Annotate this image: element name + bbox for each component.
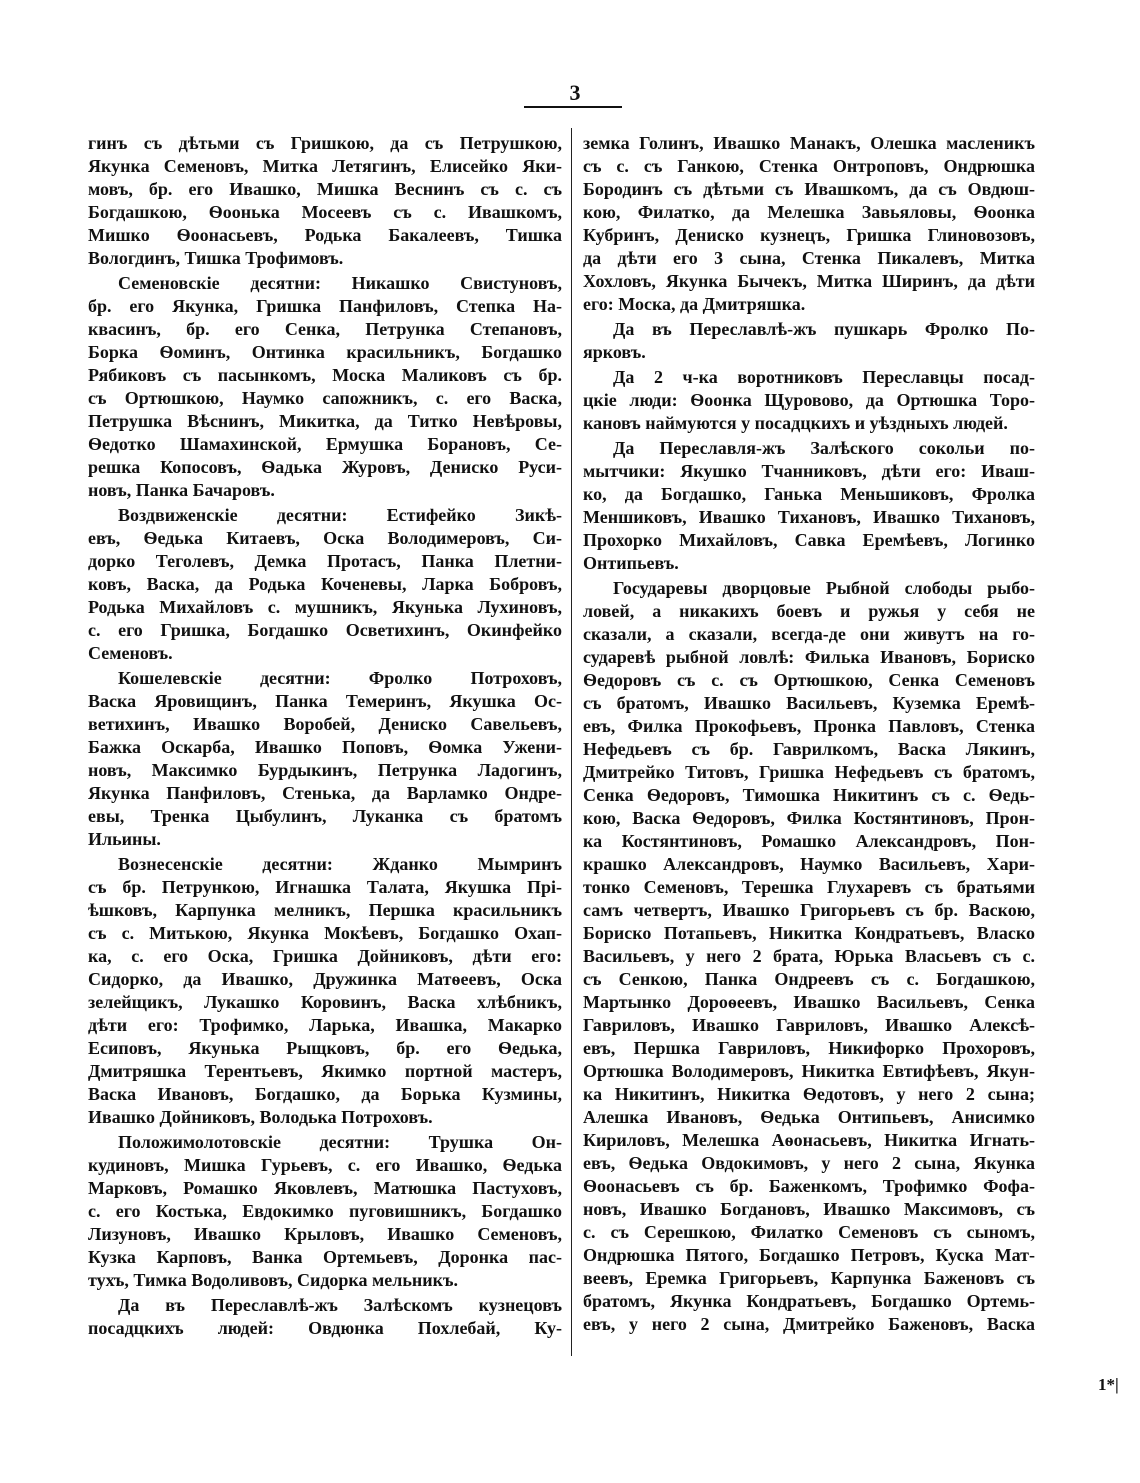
text-line: крашко Александровъ, Наумко Васильевъ, Хари-: [583, 854, 1035, 874]
text-line: с. съ Серешкою, Филатко Семеновъ съ сыномъ,: [583, 1222, 1035, 1242]
paragraph: [88, 1131, 562, 1292]
text-line: ѣшковъ, Карпунка мелникъ, Першка красильникъ: [88, 900, 562, 920]
paragraph: [88, 1294, 562, 1340]
text-line: Рябиковъ съ пасынкомъ, Моска Маликовъ съ бр.: [88, 365, 562, 385]
text-line: Якунка Семеновъ, Митка Летягинъ, Елисейко Яки-: [88, 156, 562, 176]
text-line: Хохловъ, Якунка Бычекъ, Митка Ширинъ, да дѣти: [583, 271, 1035, 291]
text-line: тухъ, Тимка Водоливовъ, Сидорка мельникъ.: [88, 1270, 459, 1290]
text-line: ветихинъ, Ивашко Воробей, Дениско Савельевъ,: [88, 714, 562, 734]
text-line: братомъ, Якунка Кондратьевъ, Богдашко Ортемь-: [583, 1291, 1035, 1311]
text-line: Мишко Ѳоонасьевъ, Родька Бакалеевъ, Тишка: [88, 225, 562, 245]
paragraph: [583, 318, 1035, 364]
text-line: евъ, Филка Прокофьевъ, Пронка Павловъ, Стенка: [583, 716, 1035, 736]
text-line: Да въ Переславлѣ-жъ пушкарь Фролко По-: [613, 319, 1035, 339]
text-line: Дмитряшка Терентьевъ, Якимко портной мастеръ,: [88, 1061, 562, 1081]
text-line: мовъ, бр. его Ивашко, Мишка Веснинъ съ с. съ: [88, 179, 562, 199]
text-line: евъ, у него 2 сына, Дмитрейко Баженовъ, Васка: [583, 1314, 1035, 1334]
column-divider: [571, 128, 572, 1356]
page-number: 3: [569, 80, 581, 105]
text-line: с. его Гришка, Богдашко Осветихинъ, Окинфейко: [88, 620, 562, 640]
text-line: кудиновъ, Мишка Гурьевъ, с. его Ивашко, Ѳедька: [88, 1155, 562, 1175]
text-line: Дмитрейко Титовъ, Гришка Нефедьевъ съ братомъ,: [583, 762, 1035, 782]
text-line: Да въ Переславлѣ-жъ Залѣскомъ кузнецовъ: [118, 1295, 562, 1315]
text-line: Вознесенскіе десятни: Жданко Мымринъ: [118, 854, 562, 874]
text-line: ярковъ.: [583, 342, 646, 362]
paragraph: [583, 577, 1035, 1336]
text-line: Ѳоонасьевъ съ бр. Баженкомъ, Трофимко Фофа-: [583, 1176, 1035, 1196]
text-line: съ с. Митькою, Якунка Мокѣевъ, Богдашко Охап-: [88, 923, 562, 943]
text-line: с. его Костька, Евдокимко пуговишникъ, Богдашко: [88, 1201, 562, 1221]
text-line: гинъ съ дѣтьми съ Гришкою, да съ Петрушкою,: [88, 133, 562, 153]
text-line: Бориско Потапьевъ, Никитка Кондратьевъ, Власко: [583, 923, 1035, 943]
text-line: Мартынко Дороѳеевъ, Ивашко Васильевъ, Сенка: [583, 992, 1035, 1012]
text-line: Родька Михайловъ с. мушникъ, Якунька Лухиновъ,: [88, 597, 562, 617]
text-line: съ с. съ Ганкою, Стенка Онтроповъ, Ондрюшка: [583, 156, 1035, 176]
text-line: Ивашко Дойниковъ, Володька Потроховъ.: [88, 1107, 433, 1127]
text-line: новъ, Ивашко Богдановъ, Ивашко Максимовъ, съ: [583, 1199, 1035, 1219]
text-line: Ѳедоровъ съ с. съ Ортюшкою, Сенка Семеновъ: [583, 670, 1035, 690]
text-line: земка Голинъ, Ивашко Манакъ, Олешка масленикъ: [583, 133, 1035, 153]
paragraph: [88, 667, 562, 851]
text-line: квасинъ, бр. его Сенка, Петрунка Степановъ,: [88, 319, 562, 339]
text-line: самъ четвертъ, Ивашко Григорьевъ съ бр. Васкою,: [583, 900, 1035, 920]
text-line: новъ, Панка Бачаровъ.: [88, 480, 275, 500]
text-line: Сидорко, да Ивашко, Дружинка Матѳеевъ, Оска: [88, 969, 562, 989]
text-line: кою, Васка Ѳедоровъ, Филка Костянтиновъ, Прон-: [583, 808, 1035, 828]
text-line: ловей, а никакихъ боевъ и ружья у себя не: [583, 601, 1035, 621]
text-line: Васка Яровищинъ, Панка Темеринъ, Якушка Ос-: [88, 691, 562, 711]
text-line: Кириловъ, Мелешка Аѳонасьевъ, Никитка Игнать-: [583, 1130, 1035, 1150]
text-line: посадцкихъ людей: Овдюнка Похлебай, Ку-: [88, 1318, 562, 1338]
text-line: тонко Семеновъ, Терешка Глухаревъ съ братьями: [583, 877, 1035, 897]
text-line: ка Костянтиновъ, Ромашко Александровъ, Пон-: [583, 831, 1035, 851]
signature-mark: 1*|: [1098, 1375, 1119, 1394]
text-line: Петрушка Вѣснинъ, Микитка, да Титко Невѣровы,: [88, 411, 562, 431]
text-line: мытчики: Якушко Тчанниковъ, дѣти его: Иваш-: [583, 461, 1035, 481]
text-line: Борка Ѳоминъ, Онтинка красильникъ, Богдашко: [88, 342, 562, 362]
text-line: цкіе люди: Ѳоонка Щуровово, да Ортюшка Торо-: [583, 390, 1035, 410]
paragraph: [583, 366, 1035, 435]
text-line: новъ, Максимко Бурдыкинъ, Петрунка Ладогинъ,: [88, 760, 562, 780]
header-rule: [524, 106, 622, 108]
text-line: зелейщикъ, Лукашко Коровинъ, Васка хлѣбникъ,: [88, 992, 562, 1012]
text-line: съ Ортюшкою, Наумко сапожникъ, с. его Васка,: [88, 388, 562, 408]
text-line: решка Копосовъ, Ѳадька Журовъ, Дениско Руси-: [88, 457, 562, 477]
text-line: Есиповъ, Якунька Рыщковъ, бр. его Ѳедька,: [88, 1038, 562, 1058]
right-column: [583, 130, 1035, 1336]
text-line: Лизуновъ, Ивашко Крыловъ, Ивашко Семеновъ,: [88, 1224, 562, 1244]
text-line: Сенка Ѳедоровъ, Тимошка Никитинъ съ с. Ѳедь-: [583, 785, 1035, 805]
text-line: Кубринъ, Дениско кузнецъ, Гришка Глиновозовъ,: [583, 225, 1035, 245]
paragraph: [583, 132, 1035, 316]
text-line: ко, да Богдашко, Ганька Меньшиковъ, Фролка: [583, 484, 1035, 504]
text-line: Онтипьевъ.: [583, 553, 679, 573]
text-line: Ѳедотко Шамахинской, Ермушка Борановъ, Се-: [88, 434, 562, 454]
text-line: съ Сенкою, Панка Ондреевъ съ с. Богдашкою,: [583, 969, 1035, 989]
text-line: да дѣти его 3 сына, Стенка Пикалевъ, Митка: [583, 248, 1035, 268]
text-line: Ильины.: [88, 829, 161, 849]
text-line: Государевы дворцовые Рыбной слободы рыбо-: [613, 578, 1035, 598]
text-line: Богдашкою, Ѳоонька Мосеевъ съ с. Ивашкомъ,: [88, 202, 562, 222]
paragraph: [88, 272, 562, 502]
text-line: Якунка Панфиловъ, Стенька, да Варламко Ондре-: [88, 783, 562, 803]
text-line: дорко Теголевъ, Демка Протасъ, Панка Плетни-: [88, 551, 562, 571]
text-line: Кошелевскіе десятни: Фролко Потроховъ,: [118, 668, 562, 688]
text-line: веевъ, Еремка Григорьевъ, Карпунка Баженовъ съ: [583, 1268, 1035, 1288]
paragraph: [583, 437, 1035, 575]
text-line: Воздвиженскіе десятни: Естифейко Зикѣ-: [118, 505, 562, 525]
text-line: сударевѣ рыбной ловлѣ: Филька Ивановъ, Бориско: [583, 647, 1035, 667]
text-line: его: Моска, да Дмитряшка.: [583, 294, 806, 314]
text-line: евъ, Ѳедька Овдокимовъ, у него 2 сына, Якунка: [583, 1153, 1035, 1173]
text-line: Бородинъ съ дѣтьми съ Ивашкомъ, да съ Овдюш-: [583, 179, 1035, 199]
text-line: евъ, Першка Гавриловъ, Никифорко Прохоровъ,: [583, 1038, 1035, 1058]
text-line: Да Переславля-жъ Залѣского сокольи по-: [613, 438, 1035, 458]
paragraph: [88, 504, 562, 665]
text-line: Меншиковъ, Ивашко Тихановъ, Ивашко Тихановъ,: [583, 507, 1035, 527]
text-line: Нефедьевъ съ бр. Гаврилкомъ, Васка Лякинъ,: [583, 739, 1035, 759]
text-line: Бажка Оскарба, Ивашко Поповъ, Ѳомка Ужени-: [88, 737, 562, 757]
text-line: Прохорко Михайловъ, Савка Еремѣевъ, Логинко: [583, 530, 1035, 550]
text-line: Семеновъ.: [88, 643, 173, 663]
text-line: Гавриловъ, Ивашко Гавриловъ, Ивашко Алексѣ-: [583, 1015, 1035, 1035]
text-line: евы, Тренка Цыбулинъ, Луканка съ братомъ: [88, 806, 562, 826]
text-line: ка Никитинъ, Никитка Ѳедотовъ, у него 2 сына;: [583, 1084, 1035, 1104]
text-line: Ондрюшка Пятого, Богдашко Петровъ, Куска Мат-: [583, 1245, 1035, 1265]
text-line: сказали, а сказали, всегда-де они живутъ на го-: [583, 624, 1035, 644]
text-line: съ бр. Петрункою, Игнашка Талата, Якушка Прі-: [88, 877, 562, 897]
text-line: Кузка Карповъ, Ванка Ортемьевъ, Доронка пас-: [88, 1247, 562, 1267]
text-line: Ортюшка Володимеровъ, Никитка Евтифѣевъ, Якун-: [583, 1061, 1035, 1081]
text-line: ка, с. его Оска, Гришка Дойниковъ, дѣти его:: [88, 946, 562, 966]
paragraph: [88, 132, 562, 270]
text-line: Положимолотовскіе десятни: Трушка Он-: [118, 1132, 562, 1152]
text-line: ковъ, Васка, да Родька Коченевы, Ларка Бобровъ,: [88, 574, 562, 594]
text-line: Да 2 ч-ка воротниковъ Переславцы посад-: [613, 367, 1035, 387]
text-line: съ братомъ, Ивашко Васильевъ, Куземка Еремѣ-: [583, 693, 1035, 713]
paragraph: [88, 853, 562, 1129]
text-line: бр. его Якунка, Гришка Панфиловъ, Степка На-: [88, 296, 562, 316]
text-line: Васка Ивановъ, Богдашко, да Борька Кузмины,: [88, 1084, 562, 1104]
text-line: кановъ наймуются у посадцкихъ и уѣздныхъ людей.: [583, 413, 1008, 433]
text-line: Алешка Ивановъ, Ѳедька Онтипьевъ, Анисимко: [583, 1107, 1035, 1127]
text-line: дѣти его: Трофимко, Ларька, Ивашка, Макарко: [88, 1015, 562, 1035]
text-line: Семеновскіе десятни: Никашко Свистуновъ,: [118, 273, 562, 293]
text-line: Васильевъ, у него 2 брата, Юрька Власьевъ съ с.: [583, 946, 1035, 966]
text-line: евъ, Ѳедька Китаевъ, Оска Володимеровъ, Си-: [88, 528, 562, 548]
text-line: Марковъ, Ромашко Яковлевъ, Матюшка Пастуховъ,: [88, 1178, 562, 1198]
text-line: кою, Филатко, да Мелешка Завьяловы, Ѳоонка: [583, 202, 1035, 222]
left-column: [88, 130, 562, 1340]
text-line: Вологдинъ, Тишка Трофимовъ.: [88, 248, 344, 268]
